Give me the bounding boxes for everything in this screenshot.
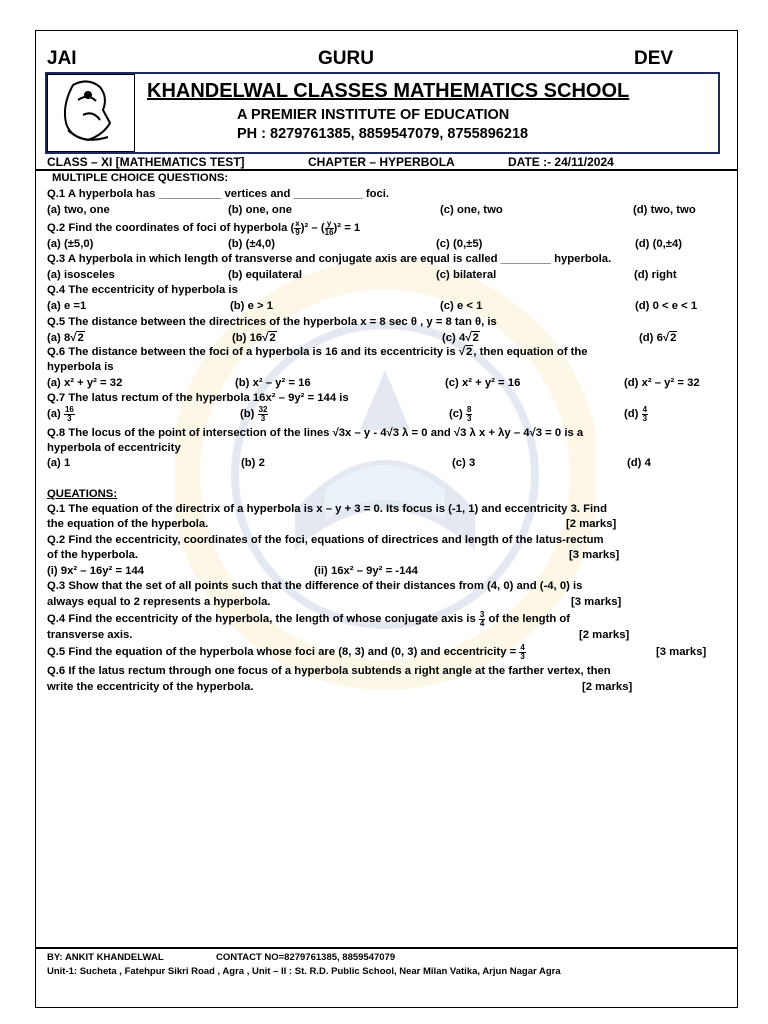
mcq-q1: Q.1 A hyperbola has __________ vertices and ___________ foci. <box>47 188 390 200</box>
marks: [2 marks] <box>582 681 633 693</box>
option-c: (c) e < 1 <box>440 300 483 312</box>
option-c: (c) one, two <box>440 204 503 216</box>
question-3: Q.3 Show that the set of all points such that the difference of their distances from (4, 0) and (-4, 0) is <box>47 580 583 592</box>
option-d: (d) 0 < e < 1 <box>635 300 698 312</box>
question-5: Q.5 Find the equation of the hyperbola whose foci are (8, 3) and (0, 3) and eccentricity = $\frac{4}{3}$ [3 marks] <box>47 642 707 661</box>
option-d: (d) x² – y² = 32 <box>624 377 700 389</box>
option-a: (a) two, one <box>47 204 110 216</box>
phone-numbers: PH : 8279761385, 8859547079, 8755896218 <box>237 126 529 142</box>
option-d: (d) 6 <box>639 332 663 344</box>
option-c: (c) x² + y² = 16 <box>445 377 521 389</box>
question-text: Q.2 Find the coordinates of foci of hyperbola <box>47 222 288 234</box>
mcq-q8: Q.8 The locus of the point of intersection of the lines √3x – y - 4√3 λ = 0 and √3 λ x + λy – 4√3 = 0 is a <box>47 427 584 439</box>
question-6-cont: write the eccentricity of the hyperbola. [2 marks] <box>47 681 633 693</box>
questions-heading: QUEATIONS: <box>47 488 118 500</box>
option-a: (a) 8 <box>47 332 71 344</box>
option-d: (d) two, two <box>633 204 696 216</box>
option-c: (c) 3 <box>452 457 476 469</box>
option-a: (a) isosceles <box>47 269 115 281</box>
mcq-q5: Q.5 The distance between the directrices of the hyperbola x = 8 sec θ , y = 8 tan θ, is <box>47 316 497 328</box>
question-4: Q.4 Find the eccentricity of the hyperbola, the length of whose conjugate axis is $\frac{3}{4}$ of the length of <box>47 609 571 628</box>
question-2-cont: of the hyperbola. [3 marks] <box>47 549 620 561</box>
option-d: (d) (0,±4) <box>635 238 682 250</box>
option-b: (b) (±4,0) <box>228 238 275 250</box>
mcq-q3: Q.3 A hyperbola in which length of transverse and conjugate axis are equal is called ________ hyperbola. <box>47 253 612 265</box>
mcq-q6: Q.6 The distance between the foci of a hyperbola is 16 and its eccentricity is √2, then equation of the <box>47 346 588 358</box>
school-logo <box>47 74 135 152</box>
option-b: (b) 16 <box>232 332 263 344</box>
tagline: A PREMIER INSTITUTE OF EDUCATION <box>237 107 510 123</box>
option-c: (c) 4 <box>442 332 466 344</box>
marks: [3 marks] <box>569 549 620 561</box>
school-name: KHANDELWAL CLASSES MATHEMATICS SCHOOL <box>147 80 630 102</box>
contact: CONTACT NO=8279761385, 8859547079 <box>216 952 396 963</box>
marks: [2 marks] <box>579 629 630 641</box>
option-d: (d) right <box>634 269 677 281</box>
class-info <box>47 155 614 169</box>
question-1: Q.1 The equation of the directrix of a hyperbola is x – y + 3 = 0. Its focus is (-1, 1) and eccentricity 3. Find <box>47 503 607 515</box>
question-2-parts: (i) 9x² – 16y² = 144 (ii) 16x² – 9y² = -144 <box>47 565 418 577</box>
option-b: (b) one, one <box>228 204 293 216</box>
option-a: (a) 1 <box>47 457 71 469</box>
class-label: CLASS – XI [MATHEMATICS TEST] <box>47 155 245 169</box>
date-label: DATE :- 24/11/2024 <box>508 155 614 169</box>
fraction: $\frac{x}{9}$ <box>295 218 300 237</box>
option-c: (c) (0,±5) <box>436 238 483 250</box>
question-1-cont: the equation of the hyperbola. [2 marks] <box>47 518 617 530</box>
question-2: Q.2 Find the eccentricity, coordinates of the foci, equations of directrices and length of the latus-rectum <box>47 534 604 546</box>
mcq-q2: Q.2 Find the coordinates of foci of hyperbola ( $\frac{x}{9}$ )² – ( $\frac{y}{16}$ )² = 1 <box>47 218 361 237</box>
mcq-q8-cont: hyperbola of eccentricity <box>47 442 181 454</box>
mcq-heading: MULTIPLE CHOICE QUESTIONS: <box>52 172 229 184</box>
option-a: (a) x² + y² = 32 <box>47 377 123 389</box>
option-b: (b) equilateral <box>228 269 303 281</box>
question-4-cont: transverse axis. [2 marks] <box>47 629 630 641</box>
marks: [3 marks] <box>656 646 707 658</box>
footer-divider <box>35 947 738 949</box>
marks: [2 marks] <box>566 518 617 530</box>
option-d: (d) 4 <box>627 457 651 469</box>
author: BY: ANKIT KHANDELWAL <box>47 952 164 963</box>
footer-address: Unit-1: Sucheta , Fatehpur Sikri Road , Agra , Unit – II : St. R.D. Public School, Near Milan Vatika, Arjun Nagar Agra <box>47 966 561 977</box>
option-b: (b) 2 <box>241 457 265 469</box>
mcq-q7: Q.7 The latus rectum of the hyperbola 16x² – 9y² = 144 is <box>47 392 349 404</box>
top-left-text: JAI <box>47 48 77 69</box>
option-a: (a) (±5,0) <box>47 238 94 250</box>
chapter-label: CHAPTER – HYPERBOLA <box>308 155 455 169</box>
marks: [3 marks] <box>571 596 622 608</box>
option-c: (c) bilateral <box>436 269 497 281</box>
expression-tail: = 1 <box>344 222 361 234</box>
option-b: (b) e > 1 <box>230 300 274 312</box>
option-b: (b) x² – y² = 16 <box>235 377 311 389</box>
top-center-text: GURU <box>318 48 374 69</box>
question-3-cont: always equal to 2 represents a hyperbola. [3 marks] <box>47 596 622 608</box>
fraction: $\frac{y}{16}$ <box>324 218 334 237</box>
option-a: (a) e =1 <box>47 300 87 312</box>
top-right-text: DEV <box>634 48 674 69</box>
footer-line-1 <box>47 952 396 963</box>
mcq-q6-cont: hyperbola is <box>47 361 114 373</box>
mcq-q4: Q.4 The eccentricity of hyperbola is <box>47 284 238 296</box>
question-6: Q.6 If the latus rectum through one focus of a hyperbola subtends a right angle at the farther vertex, then <box>47 665 611 677</box>
